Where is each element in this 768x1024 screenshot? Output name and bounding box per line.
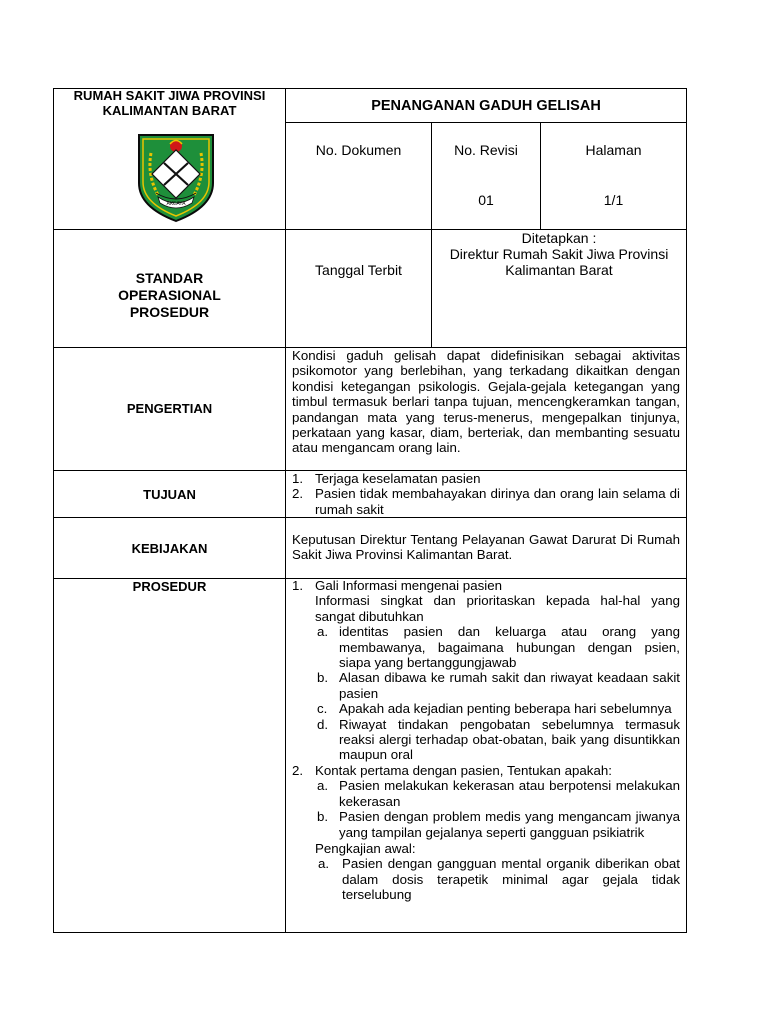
step-title: Kontak pertama dengan pasien, Tentukan apakah: xyxy=(315,762,612,778)
grid-line xyxy=(285,122,687,123)
doc-no-label: No. Dokumen xyxy=(315,142,402,158)
sop-title: STANDAR OPERASIONAL PROSEDUR xyxy=(118,269,221,320)
sub-item-text: Pasien melakukan kekerasan atau berpotensi melakukan kekerasan xyxy=(339,778,680,809)
sub-item-letter: c. xyxy=(317,701,328,717)
hospital-name: RUMAH SAKIT JIWA PROVINSI KALIMANTAN BARAT xyxy=(73,88,266,118)
list-item xyxy=(292,486,680,517)
sub-item xyxy=(315,809,680,840)
sub-item-letter: b. xyxy=(317,809,329,825)
document-title: PENANGANAN GADUH GELISAH xyxy=(371,97,601,114)
list-item xyxy=(292,471,680,486)
tujuan-label: TUJUAN xyxy=(143,486,196,502)
kebijakan-label: KEBIJAKAN xyxy=(131,540,208,556)
sub-item xyxy=(315,778,680,809)
prosedur-label: PROSEDUR xyxy=(132,579,207,594)
sub-item-text: Apakah ada kejadian penting beberapa hari sebelumnya xyxy=(339,701,672,717)
procedure-step xyxy=(292,578,680,763)
approved-by: Direktur Rumah Sakit Jiwa Provinsi Kalimantan Barat xyxy=(449,246,669,278)
approved-label: Ditetapkan : xyxy=(521,230,597,246)
procedure-step xyxy=(292,763,680,903)
revision-value: 01 xyxy=(478,192,494,208)
step-intro: Informasi singkat dan prioritaskan kepada hal-hal yang sangat dibutuhkan xyxy=(315,593,680,624)
list-text: Pasien tidak membahayakan dirinya dan orang lain selama di rumah sakit xyxy=(315,486,680,517)
pengertian-label: PENGERTIAN xyxy=(126,400,213,416)
sub-item-letter: d. xyxy=(317,716,329,732)
step-number: 1. xyxy=(292,578,304,593)
sub-item-letter: b. xyxy=(317,670,329,686)
hospital-logo xyxy=(134,131,218,223)
issue-date-label: Tanggal Terbit xyxy=(315,262,402,278)
sub-item-text: Riwayat tindakan pengobatan sebelumnya termasuk reaksi alergi terhadap obat-obatan, baik yang disuntikkan maupun oral xyxy=(339,716,680,763)
tujuan-list xyxy=(292,471,680,517)
revision-label: No. Revisi xyxy=(454,142,518,158)
sub-item-text: Pasien dengan problem medis yang mengancam jiwanya yang tampilan gejalanya seperti gangguan psikiatrik xyxy=(339,809,680,840)
sub-item-text: identitas pasien dan keluarga atau orang yang membawanya, bagaimana hubungan dengan psien, siapa yang bertanggungjawab xyxy=(339,624,680,671)
page-value: 1/1 xyxy=(603,192,624,208)
assessment-letter: a. xyxy=(318,856,330,872)
grid-line xyxy=(285,88,286,933)
grid-line xyxy=(53,932,687,933)
sub-item xyxy=(315,624,680,670)
grid-line xyxy=(53,88,54,933)
sub-item xyxy=(315,670,680,701)
list-number: 2. xyxy=(292,486,304,502)
list-text: Terjaga keselamatan pasien xyxy=(315,471,481,486)
grid-line xyxy=(540,122,541,229)
sub-item xyxy=(315,717,680,763)
page-label: Halaman xyxy=(585,142,642,158)
sub-item xyxy=(315,701,680,716)
grid-line xyxy=(686,88,687,933)
assessment-text: Pasien dengan gangguan mental organik diberikan obat dalam dosis terapetik minimal agar gejala tidak terselubung xyxy=(342,856,680,903)
step-number: 2. xyxy=(292,762,304,778)
assessment-item xyxy=(315,856,680,902)
sub-item-letter: a. xyxy=(317,778,329,794)
sub-item-text: Alasan dibawa ke rumah sakit dan riwayat keadaan sakit pasien xyxy=(339,670,680,701)
list-number: 1. xyxy=(292,471,304,486)
step-title: Gali Informasi mengenai pasien xyxy=(315,578,502,593)
approval-block xyxy=(432,230,686,278)
kebijakan-text: Keputusan Direktur Tentang Pelayanan Gawat Darurat Di Rumah Sakit Jiwa Provinsi Kalimantan Barat. xyxy=(292,532,680,563)
logo-banner-text: AKCAYA xyxy=(166,201,186,207)
sub-item-letter: a. xyxy=(317,624,329,640)
pengertian-text: Kondisi gaduh gelisah dapat didefinisikan sebagai aktivitas psikomotor yang berlebihan, yang terkadang dikaitkan dengan kondisi ketegangan psikologis. Gejala-gejala ketegangan yang timbul termasuk berlari tanpa tujuan, mencengkeramkan tangan, pandangan mata yang terus-menerus, mengepalkan tinjunya, perkataan yang kasar, diam, berteriak, dan membanting sesuatu atau mengancam orang lain. xyxy=(292,348,680,456)
prosedur-content xyxy=(292,578,680,903)
assessment-title: Pengkajian awal: xyxy=(315,840,416,856)
